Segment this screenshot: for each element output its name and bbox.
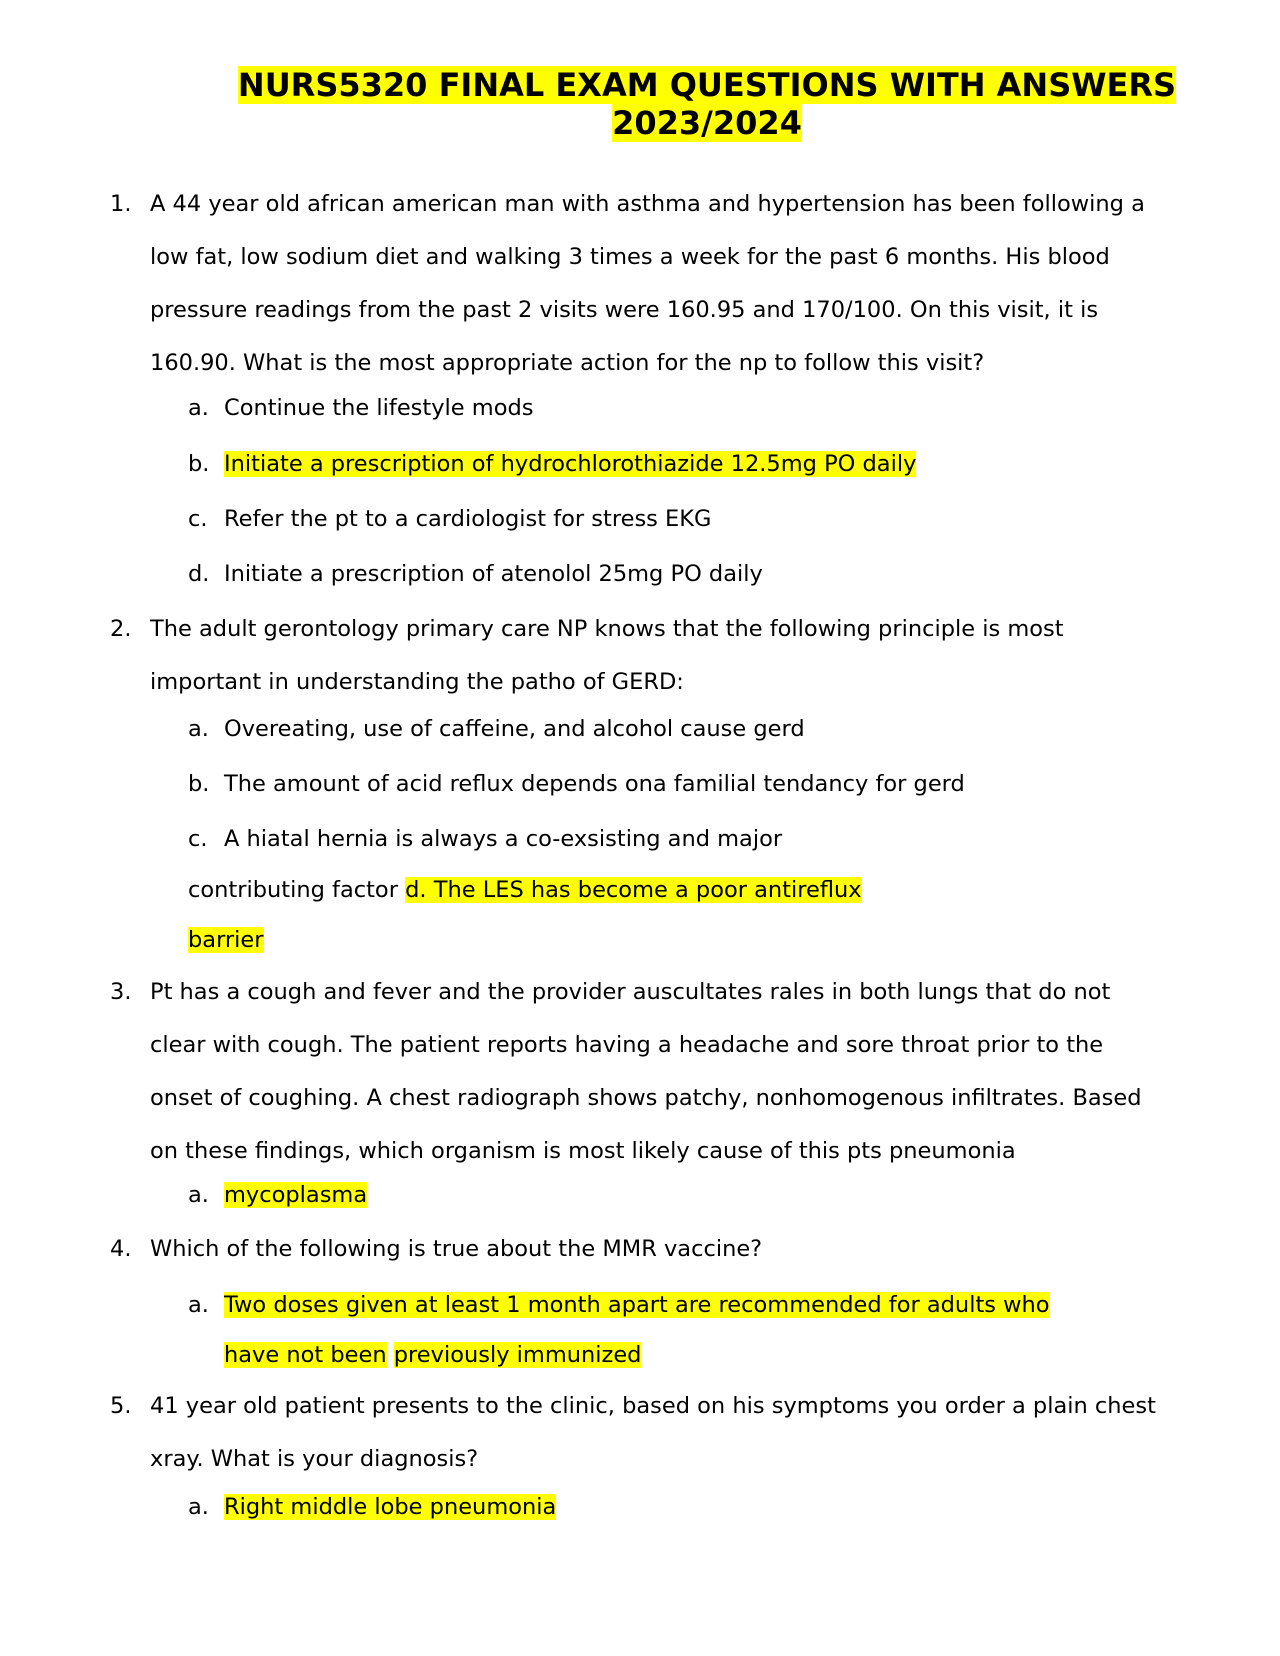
answer-text: have not been [224,1342,387,1368]
option-4a [188,1279,1050,1332]
option-3a [188,1169,367,1222]
question-line: A 44 year old african american man with asthma and hypertension has been following a [150,191,1145,217]
option-1b [188,438,916,491]
option-letter: c. [188,826,208,852]
option-letter: a. [188,1494,209,1520]
answer-text: Initiate a prescription of hydrochlorothiazide 12.5mg PO daily [224,451,917,477]
question-text [150,1223,1190,1276]
question-line: important in understanding the patho of GERD: [150,669,684,695]
answer-text: Right middle lobe pneumonia [224,1494,557,1520]
question-1 [110,178,1190,390]
answer-text: previously immunized [393,1342,642,1368]
answer-text: barrier [188,927,264,953]
question-5 [110,1380,1190,1486]
question-line: onset of coughing. A chest radiograph shows patchy, nonhomogenous infiltrates. Based [150,1085,1142,1111]
option-1a [188,382,533,435]
answer-text: mycoplasma [224,1182,368,1208]
question-line: on these findings, which organism is most likely cause of this pts pneumonia [150,1138,1016,1164]
question-4 [110,1223,1190,1276]
option-5a [188,1481,556,1534]
option-letter: b. [188,451,210,477]
option-text: The amount of acid reflux depends ona familial tendancy for gerd [224,771,965,797]
question-text [150,966,1190,1178]
option-2b [188,758,965,811]
question-line: 160.90. What is the most appropriate action for the np to follow this visit? [150,350,985,376]
question-number: 3. [110,979,132,1005]
option-text: A hiatal hernia is always a co-exsisting and major [224,826,783,852]
question-text [150,178,1190,390]
option-text: Overeating, use of caffeine, and alcohol cause gerd [224,716,805,742]
option-letter: d. [188,561,210,587]
answer-text: d. The LES has become a poor antireflux [405,877,862,903]
question-text [150,1380,1190,1486]
question-text [150,603,1190,709]
question-line: Pt has a cough and fever and the provider auscultates rales in both lungs that do not [150,979,1111,1005]
option-text: contributing factor [188,877,406,903]
page-title [222,66,1192,142]
option-letter: a. [188,716,209,742]
question-number: 1. [110,191,132,217]
question-number: 2. [110,616,132,642]
question-line: xray. What is your diagnosis? [150,1446,479,1472]
option-1c [188,493,711,546]
option-2c-continued [188,864,862,917]
question-line: clear with cough. The patient reports having a headache and sore throat prior to the [150,1032,1104,1058]
question-2 [110,603,1190,709]
option-letter: b. [188,771,210,797]
option-letter: c. [188,506,208,532]
option-letter: a. [188,1292,209,1318]
option-1d [188,548,763,601]
answer-text: Two doses given at least 1 month apart are recommended for adults who [224,1292,1050,1318]
option-2d-continued [188,914,264,967]
question-line: Which of the following is true about the MMR vaccine? [150,1236,763,1262]
question-number: 5. [110,1393,132,1419]
option-letter: a. [188,1182,209,1208]
option-2c [188,813,782,866]
question-line: The adult gerontology primary care NP knows that the following principle is most [150,616,1064,642]
option-letter: a. [188,395,209,421]
option-4a-continued [224,1329,641,1382]
question-number: 4. [110,1236,132,1262]
question-3 [110,966,1190,1178]
title-line-2: 2023/2024 [612,104,802,142]
question-line: 41 year old patient presents to the clinic, based on his symptoms you order a plain chest [150,1393,1156,1419]
option-text: Refer the pt to a cardiologist for stress EKG [224,506,712,532]
option-text: Initiate a prescription of atenolol 25mg PO daily [224,561,763,587]
question-line: low fat, low sodium diet and walking 3 times a week for the past 6 months. His blood [150,244,1110,270]
option-2a [188,703,805,756]
question-line: pressure readings from the past 2 visits were 160.95 and 170/100. On this visit, it is [150,297,1099,323]
title-line-1: NURS5320 FINAL EXAM QUESTIONS WITH ANSWERS [237,66,1177,104]
option-text: Continue the lifestyle mods [224,395,534,421]
